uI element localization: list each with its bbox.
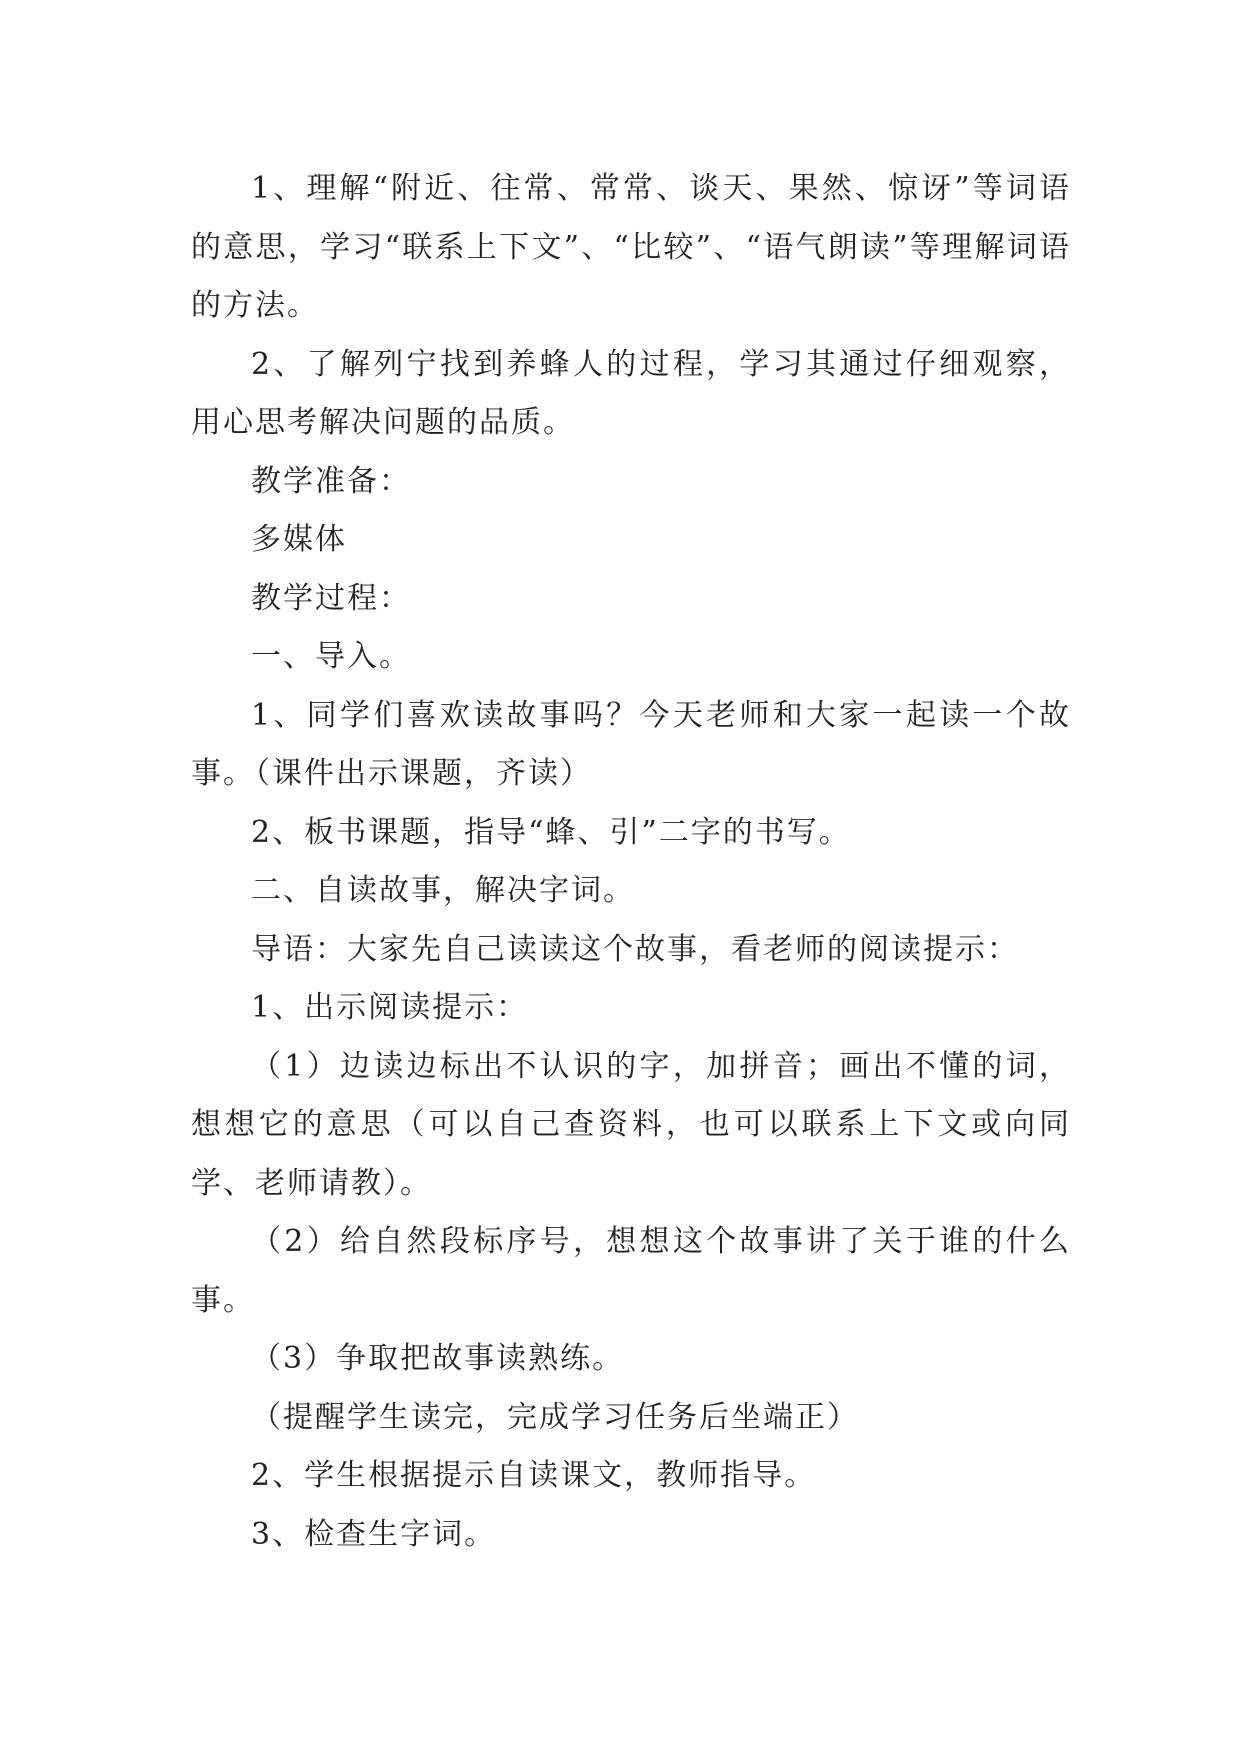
reading-tip-3: （3）争取把故事读熟练。	[251, 1341, 625, 1376]
reading-tip-1: （1）边读边标出不认识的字，加拼音；画出不懂的词，想想它的意思（可以自己查资料，也可以联系上下文或向同学、老师请教）。	[191, 1048, 1071, 1201]
reminder-note: （提醒学生读完，完成学习任务后坐端正）	[251, 1399, 859, 1435]
guide-text: 导语：大家先自己读读这个故事，看老师的阅读提示：	[251, 931, 1019, 967]
document-body	[191, 160, 1071, 1564]
self-reading-step-2: 2、学生根据提示自读课文，教师指导。	[251, 1458, 817, 1493]
section-heading-preparation: 教学准备：	[251, 463, 411, 499]
preparation-item: 多媒体	[251, 522, 347, 557]
step-heading-self-reading: 二、自读故事，解决字词。	[251, 873, 635, 908]
section-heading-process: 教学过程：	[251, 580, 411, 616]
intro-step-2: 2、板书课题，指导“蜂、引”二字的书写。	[251, 814, 851, 850]
intro-step-1: 1、同学们喜欢读故事吗？今天老师和大家一起读一个故事。（课件出示课题，齐读）	[191, 697, 1071, 791]
objective-1: 1、理解“附近、往常、常常、谈天、果然、惊讶”等词语的意思，学习“联系上下文”、“比较”、“语气朗读”等理解词语的方法。	[191, 171, 1071, 323]
objective-2: 2、了解列宁找到养蜂人的过程，学习其通过仔细观察，用心思考解决问题的品质。	[191, 346, 1071, 440]
reading-tip-2: （2）给自然段标序号，想想这个故事讲了关于谁的什么事。	[191, 1224, 1071, 1318]
reading-tips-heading: 1、出示阅读提示：	[251, 990, 529, 1025]
self-reading-step-3: 3、检查生字词。	[251, 1516, 497, 1552]
step-heading-intro: 一、导入。	[251, 639, 411, 674]
